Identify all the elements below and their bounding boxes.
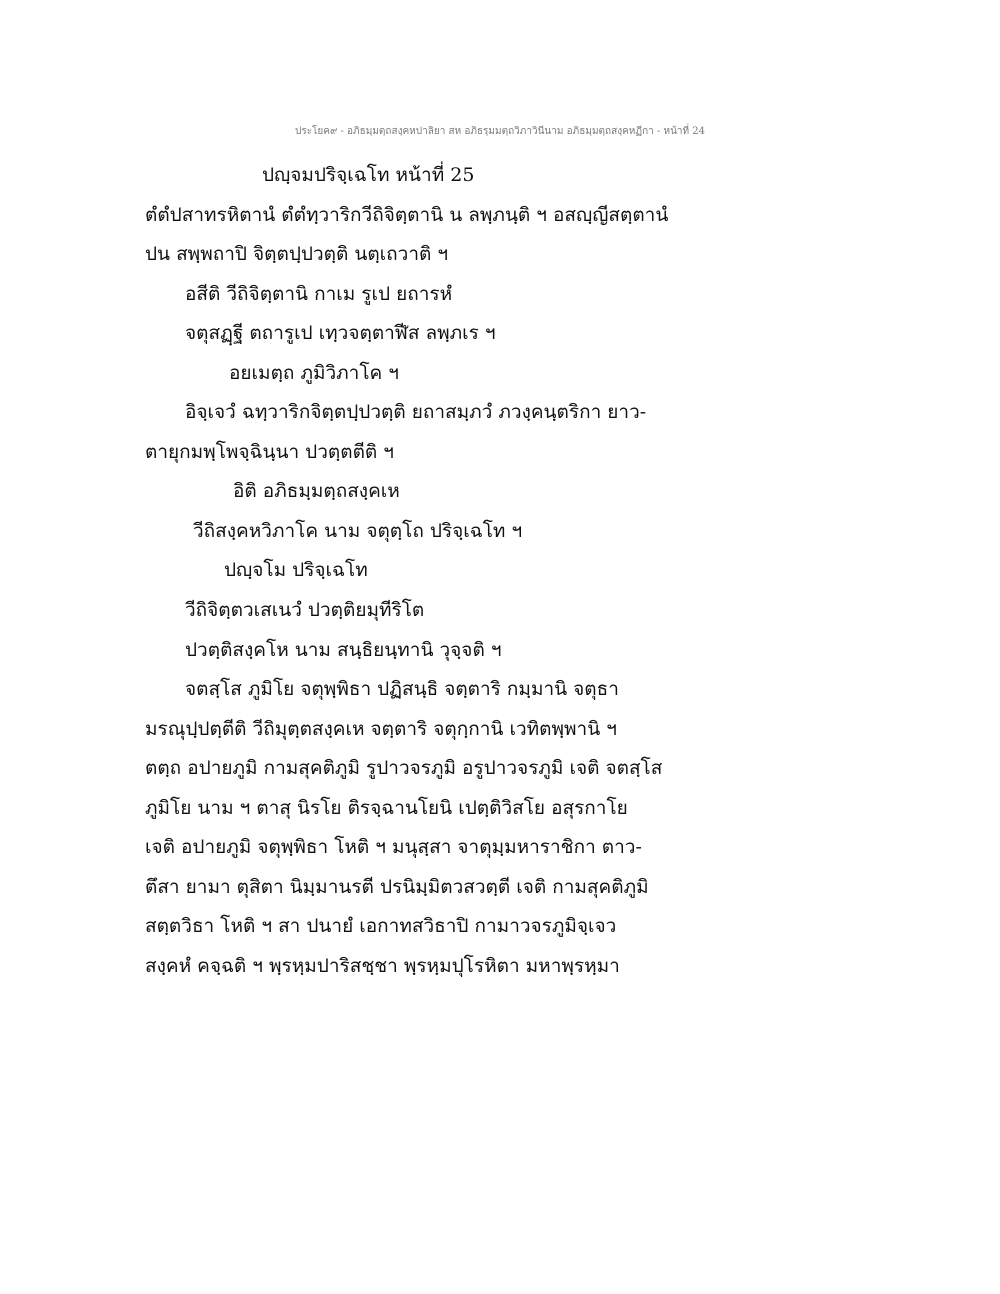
- chapter-heading: ปญฺจมปริจฺเฉโท หน้าที่ 25: [262, 164, 475, 186]
- text-line: ตึสา ยามา ตุสิตา นิมฺมานรตี ปรนิมฺมิตวสวตฺตี เจติ กามสุคติภูมิ: [145, 876, 649, 898]
- text-line: อิจฺเจวํ ฉทฺวาริกจิตฺตปฺปวตฺติ ยถาสมฺภวํ ภวงฺคนฺตริกา ยาว-: [185, 401, 647, 423]
- text-line: ปน สพฺพถาปิ จิตฺตปฺปวตฺติ นตฺเถวาติ ฯ: [145, 243, 449, 265]
- text-line: จตสฺโส ภูมิโย จตุพฺพิธา ปฏิสนฺธิ จตฺตาริ กมฺมานิ จตุธา: [185, 678, 619, 700]
- chapter-title: ปญฺจโม ปริจฺเฉโท: [224, 559, 368, 581]
- text-line: สตฺตวิธา โหติ ฯ สา ปนายํ เอกาทสวิธาปิ กามาวจรภูมิจฺเจว: [145, 915, 617, 937]
- verse-line: วีถิจิตฺตวเสเนวํ ปวตฺติยมุทีริโต: [185, 599, 425, 621]
- verse-line: ปวตฺติสงฺคโห นาม สนฺธิยนฺทานิ วุจฺจติ ฯ: [185, 639, 502, 661]
- colophon-line: อิติ อภิธมฺมตฺถสงฺคเห: [233, 480, 400, 502]
- verse-line: อสีติ วีถิจิตฺตานิ กาเม รูเป ยถารหํ: [185, 283, 453, 305]
- text-line: ตํตํปสาทรหิตานํ ตํตํทฺวาริกวีถิจิตฺตานิ น ลพฺภนฺติ ฯ อสญฺญีสตฺตานํ: [145, 204, 669, 226]
- colophon-line: วีถิสงฺคหวิภาโค นาม จตุตฺโถ ปริจฺเฉโท ฯ: [193, 520, 523, 542]
- text-line: ภูมิโย นาม ฯ ตาสุ นิรโย ติรจฺฉานโยนิ เปตฺติวิสโย อสุรกาโย: [145, 797, 628, 819]
- text-line: ตายุกมพฺโพจฺฉินฺนา ปวตฺตตีติ ฯ: [145, 441, 394, 463]
- text-line: มรณุปฺปตฺตีติ วีถิมุตฺตสงฺคเห จตฺตาริ จตุกฺกานิ เวทิตพฺพานิ ฯ: [145, 718, 617, 740]
- text-line: สงฺคหํ คจฺฉติ ฯ พฺรหฺมปาริสชฺชา พฺรหฺมปุโรหิตา มหาพฺรหฺมา: [145, 955, 620, 977]
- section-end-line: อยเมตฺถ ภูมิวิภาโค ฯ: [229, 362, 399, 384]
- text-line: ตตฺถ อปายภูมิ กามสุคติภูมิ รูปาวจรภูมิ อรูปาวจรภูมิ เจติ จตสฺโส: [145, 757, 663, 779]
- text-line: เจติ อปายภูมิ จตุพฺพิธา โหติ ฯ มนุสฺสา จาตุมฺมหาราชิกา ตาว-: [145, 836, 642, 858]
- running-header: ประโยค๙ - อภิธมฺมตฺถสงฺคหปาลิยา สห อภิธรฺมมตฺถวิภาวินีนาม อภิธมฺมตฺถสงฺคหฏีกา - หน้าที่ 24: [294, 126, 706, 137]
- verse-line: จตุสฏฺฐี ตถารูเป เทฺวจตฺตาฬีส ลพฺภเร ฯ: [185, 322, 496, 344]
